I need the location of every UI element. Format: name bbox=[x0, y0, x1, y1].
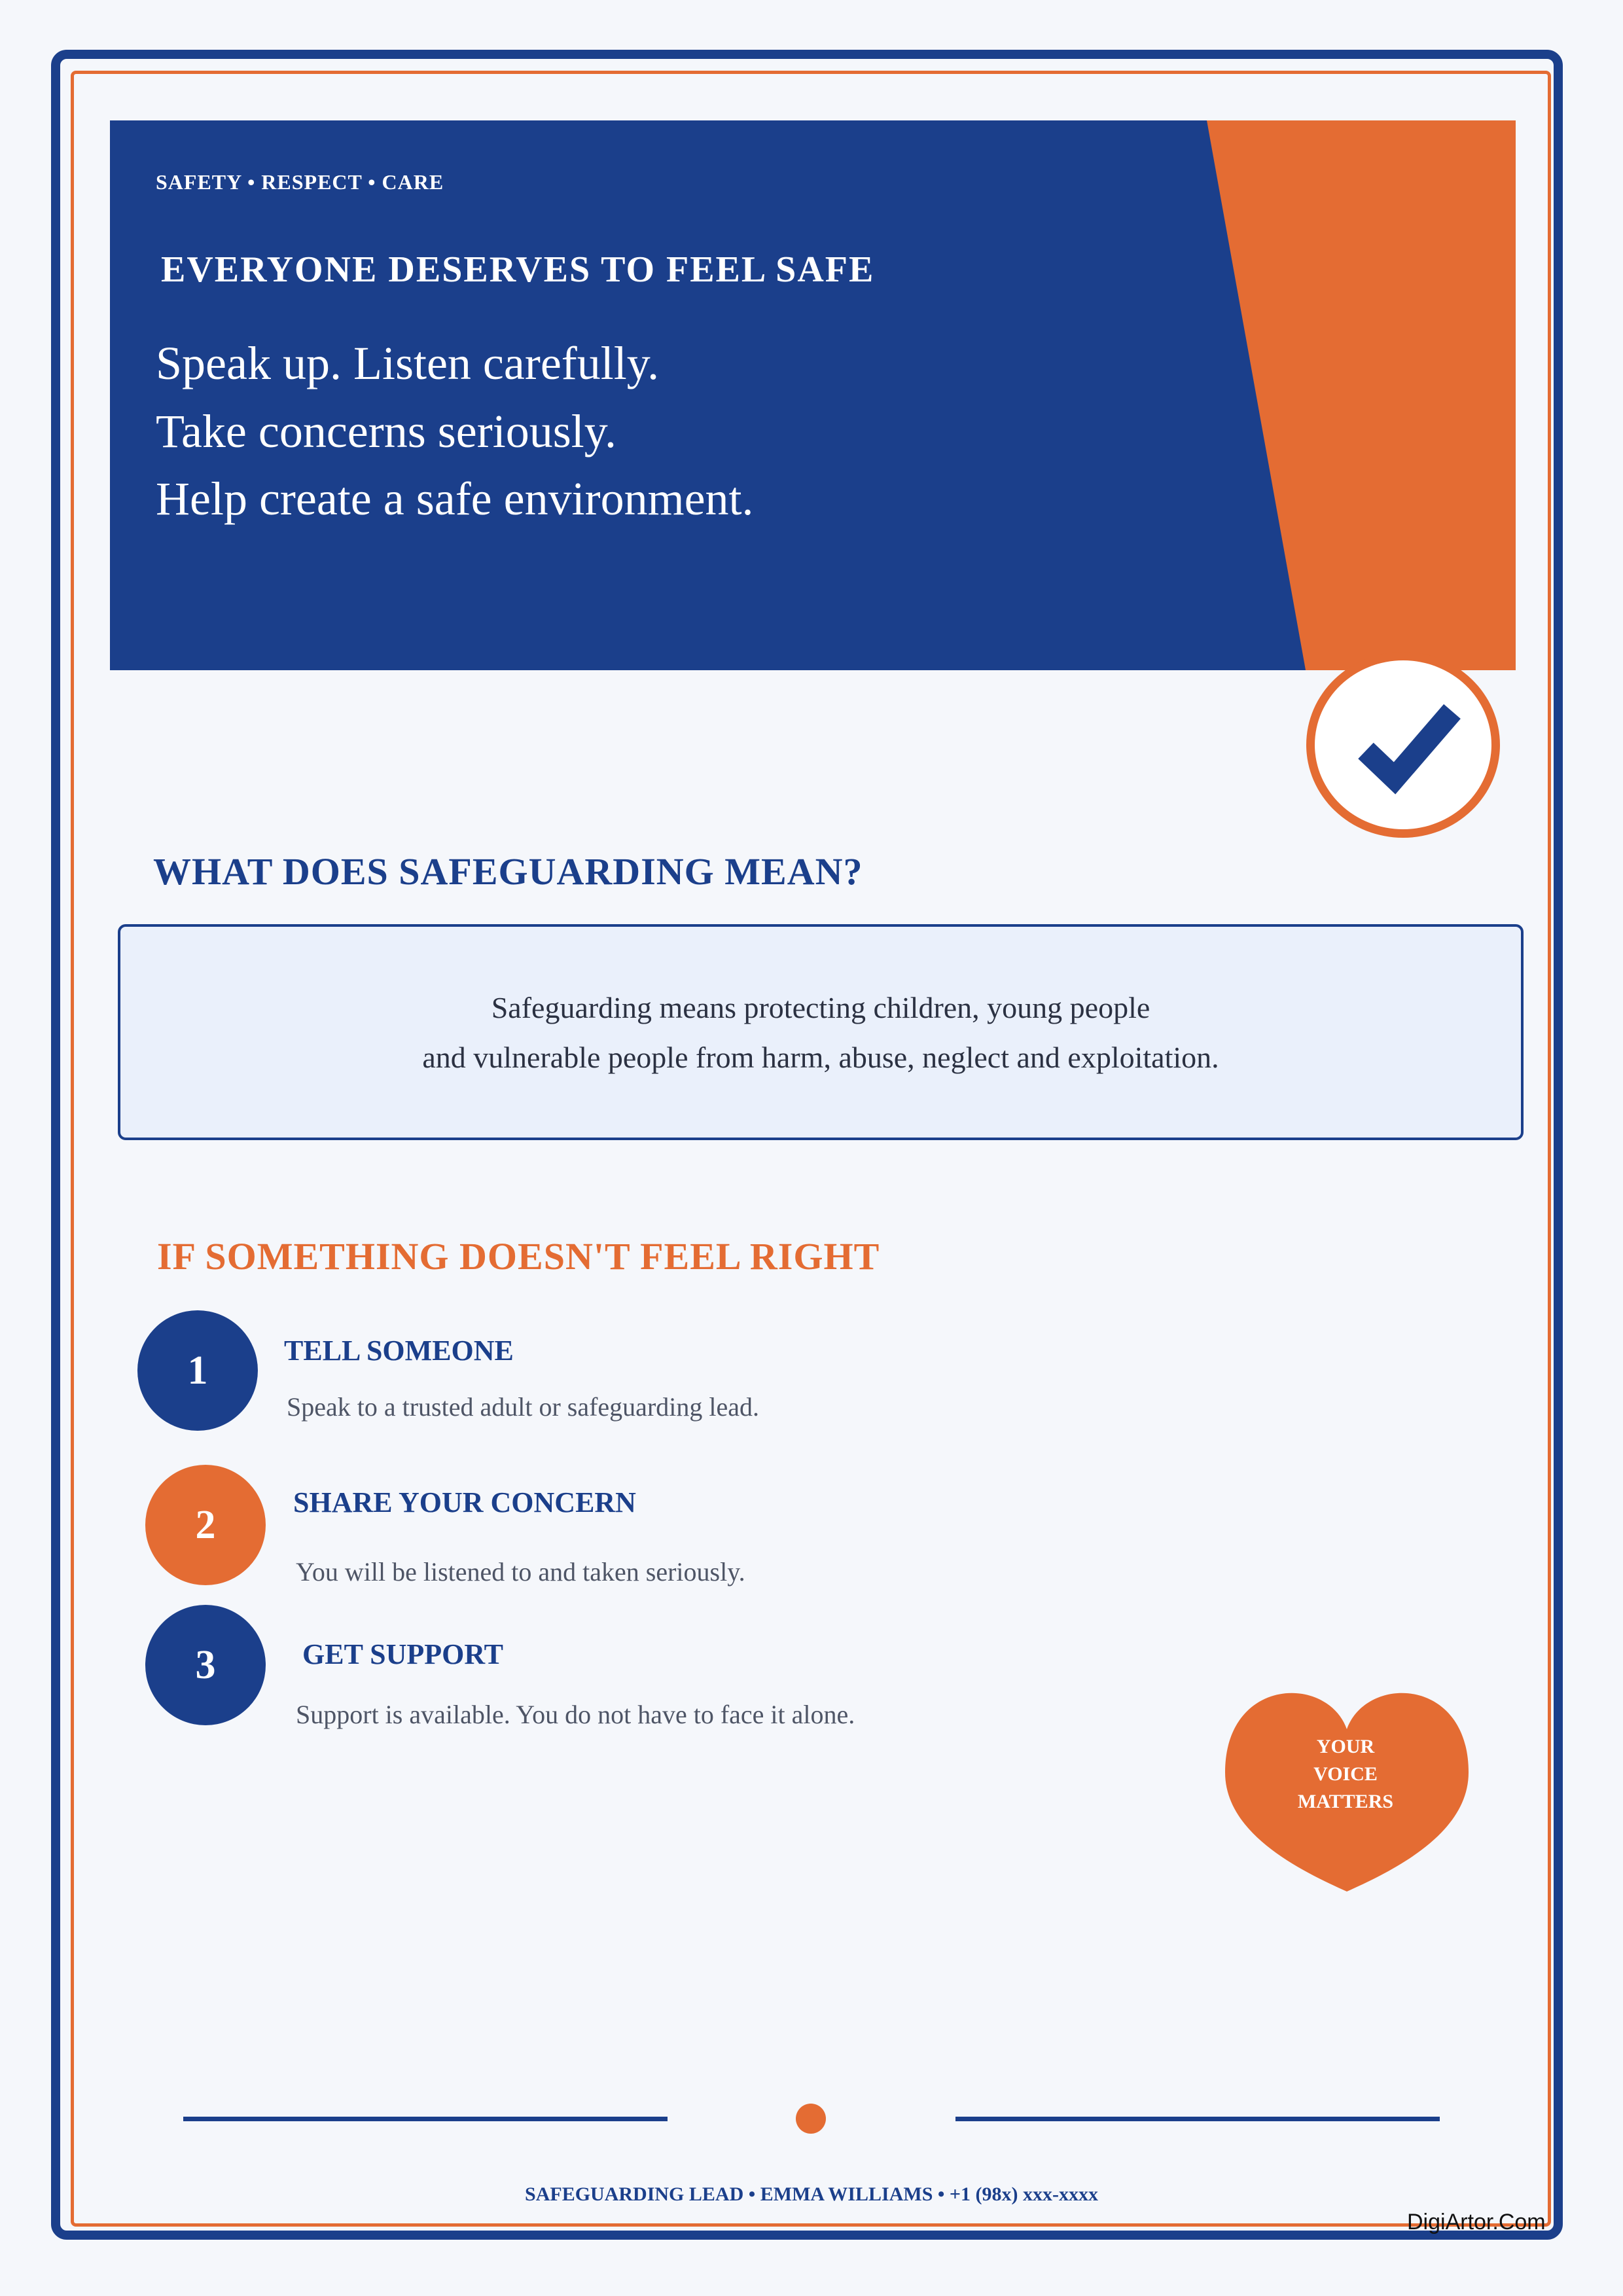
step-1-number: 1 bbox=[137, 1310, 258, 1431]
hero-banner bbox=[110, 120, 1516, 670]
step-2-description: You will be listened to and taken seriously. bbox=[296, 1557, 745, 1587]
banner-line-3: Help create a safe environment. bbox=[156, 473, 754, 525]
meaning-line-1: Safeguarding means protecting children, young people bbox=[491, 991, 1150, 1024]
heart-line-2: VOICE bbox=[1313, 1763, 1378, 1785]
meaning-line-2: and vulnerable people from harm, abuse, neglect and exploitation. bbox=[422, 1041, 1219, 1074]
checkmark-icon bbox=[1354, 693, 1465, 798]
check-badge bbox=[1306, 652, 1500, 838]
meaning-heading: WHAT DOES SAFEGUARDING MEAN? bbox=[153, 850, 863, 893]
step-3-title: GET SUPPORT bbox=[302, 1638, 503, 1670]
banner-orange-accent bbox=[1207, 120, 1516, 670]
footer-contact: SAFEGUARDING LEAD • EMMA WILLIAMS • +1 (98x) xxx-xxxx bbox=[525, 2183, 1098, 2205]
step-3-description: Support is available. You do not have to face it alone. bbox=[296, 1700, 855, 1729]
footer-dot bbox=[796, 2104, 826, 2134]
heart-line-1: YOUR bbox=[1316, 1736, 1375, 1757]
step-1-description: Speak to a trusted adult or safeguarding lead. bbox=[287, 1392, 759, 1422]
meaning-box bbox=[118, 924, 1524, 1140]
step-2-number: 2 bbox=[145, 1465, 266, 1585]
banner-heading: EVERYONE DESERVES TO FEEL SAFE bbox=[161, 249, 875, 290]
heart-line-3: MATTERS bbox=[1297, 1791, 1394, 1812]
step-3-number: 3 bbox=[145, 1605, 266, 1725]
banner-line-2: Take concerns seriously. bbox=[156, 405, 617, 457]
watermark: DigiArtor.Com bbox=[1407, 2210, 1546, 2234]
heart-label bbox=[1280, 1733, 1411, 1816]
step-2-title: SHARE YOUR CONCERN bbox=[293, 1486, 636, 1518]
footer-divider-left bbox=[183, 2117, 668, 2121]
banner-line-1: Speak up. Listen carefully. bbox=[156, 337, 660, 389]
banner-tagline: SAFETY • RESPECT • CARE bbox=[156, 170, 444, 194]
steps-heading: IF SOMETHING DOESN'T FEEL RIGHT bbox=[157, 1235, 880, 1278]
footer-divider-right bbox=[955, 2117, 1440, 2121]
step-1-title: TELL SOMEONE bbox=[284, 1335, 514, 1367]
